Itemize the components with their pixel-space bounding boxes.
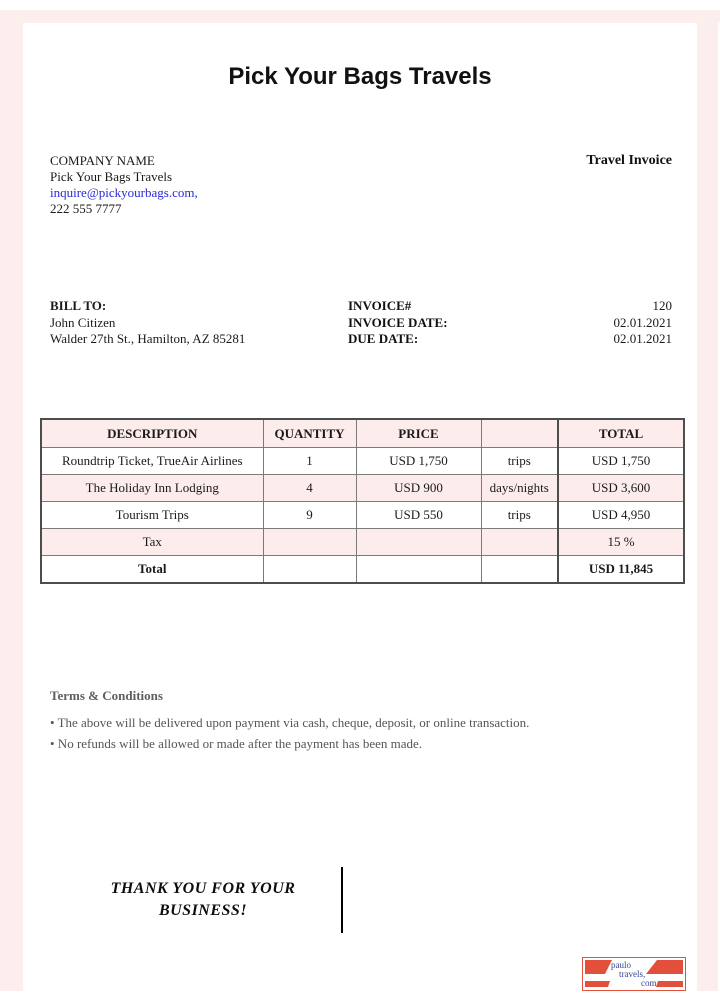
header-quantity: QUANTITY (263, 419, 356, 448)
thank-you-line2: BUSINESS! (158, 902, 248, 919)
bill-to-name: John Citizen (50, 314, 116, 330)
cell-price: USD 900 (356, 475, 481, 502)
table-row (41, 448, 684, 475)
table-row (41, 475, 684, 502)
cell-unit (481, 556, 558, 584)
company-phone: 222 555 7777 (50, 201, 122, 216)
cell-unit: trips (481, 502, 558, 529)
cell-price (356, 556, 481, 584)
cell-tax-value: 15 % (558, 529, 684, 556)
terms-item: • No refunds will be allowed or made after the payment has been made. (50, 736, 423, 751)
bill-to-address: Walder 27th St., Hamilton, AZ 85281 (50, 331, 246, 346)
header-unit (481, 419, 558, 448)
vertical-divider-line (341, 867, 343, 933)
line-items-table-wrap (40, 418, 685, 584)
invoice-meta-values (614, 298, 673, 348)
cell-total: USD 1,750 (558, 448, 684, 475)
header-price: PRICE (356, 419, 481, 448)
logo-text-line3: com (641, 978, 657, 988)
page-title: Pick Your Bags Travels (228, 63, 492, 90)
cell-unit: days/nights (481, 475, 558, 502)
invoice-date-label: INVOICE DATE: (348, 314, 448, 330)
page-frame-top (0, 10, 720, 23)
terms-block (50, 688, 650, 754)
invoice-page (23, 23, 697, 990)
invoice-heading: Travel Invoice (586, 153, 672, 168)
cell-unit (481, 529, 558, 556)
cell-description: Roundtrip Ticket, TrueAir Airlines (41, 448, 263, 475)
header-total: TOTAL (558, 419, 684, 448)
cell-description: Tourism Trips (41, 502, 263, 529)
due-date-value: 02.01.2021 (613, 331, 672, 346)
cell-price: USD 1,750 (356, 448, 481, 475)
company-name: Pick Your Bags Travels (50, 169, 173, 184)
bill-to-label: BILL TO: (50, 298, 107, 313)
table-row-tax (41, 529, 684, 556)
page-frame-left (0, 10, 23, 991)
paulo-travels-logo (582, 957, 686, 991)
terms-item: • The above will be delivered upon payment via cash, cheque, deposit, or online transaction. (50, 715, 530, 730)
table-row-total (41, 556, 684, 584)
cell-total: USD 3,600 (558, 475, 684, 502)
company-email-link[interactable]: inquire@pickyourbags.com, (50, 185, 198, 200)
cell-quantity: 1 (263, 448, 356, 475)
logo-text-line1: paulo (611, 960, 631, 970)
bill-to-block (50, 298, 245, 348)
page-frame-right (697, 10, 718, 991)
table-row (41, 502, 684, 529)
invoice-number-label: INVOICE# (348, 298, 412, 313)
table-header-row (41, 419, 684, 448)
invoice-number-value: 120 (652, 298, 672, 313)
cell-quantity (263, 556, 356, 584)
company-name-label: COMPANY NAME (50, 153, 155, 168)
header-description: DESCRIPTION (41, 419, 263, 448)
invoice-meta-labels (348, 298, 448, 348)
due-date-label: DUE DATE: (348, 331, 419, 346)
cell-quantity: 4 (263, 475, 356, 502)
cell-price (356, 529, 481, 556)
thank-you-line1: THANK YOU FOR YOUR (110, 880, 296, 897)
cell-description: Tax (41, 529, 263, 556)
company-block (50, 153, 198, 217)
logo-text-line2: travels, (619, 969, 646, 979)
cell-quantity (263, 529, 356, 556)
thank-you-message (63, 878, 343, 922)
cell-grand-total: USD 11,845 (558, 556, 684, 584)
line-items-table (40, 418, 685, 584)
cell-unit: trips (481, 448, 558, 475)
cell-quantity: 9 (263, 502, 356, 529)
invoice-date-value: 02.01.2021 (613, 314, 672, 330)
cell-description: The Holiday Inn Lodging (41, 475, 263, 502)
cell-total: USD 4,950 (558, 502, 684, 529)
terms-heading: Terms & Conditions (50, 688, 163, 703)
cell-total-label: Total (41, 556, 263, 584)
cell-price: USD 550 (356, 502, 481, 529)
